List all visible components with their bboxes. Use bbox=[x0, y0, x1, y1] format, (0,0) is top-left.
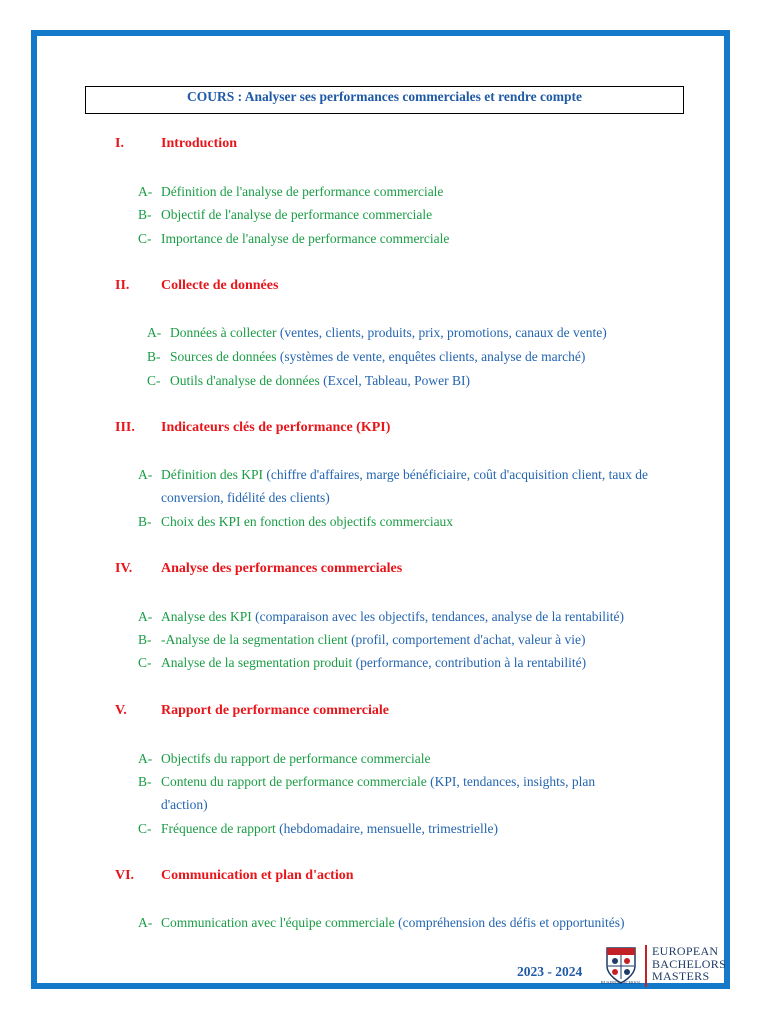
course-title: COURS : Analyser ses performances commerciales et rendre compte bbox=[187, 89, 582, 104]
item-letter: C- bbox=[147, 373, 161, 388]
section-title: Introduction bbox=[161, 136, 237, 151]
item-letter: B- bbox=[138, 632, 152, 647]
item-letter: A- bbox=[138, 184, 153, 199]
item-detail: (chiffre d'affaires, marge bénéficiaire, coût d'acquisition client, taux de bbox=[266, 467, 648, 482]
item-text: Analyse de la segmentation produit bbox=[161, 655, 356, 670]
item-letter: A- bbox=[138, 609, 153, 624]
item-text: Importance de l'analyse de performance commerciale bbox=[161, 231, 450, 246]
academic-year: 2023 - 2024 bbox=[517, 964, 583, 979]
item-detail: (compréhension des défis et opportunités) bbox=[398, 915, 625, 930]
item-letter: B- bbox=[138, 207, 152, 222]
item-letter: B- bbox=[138, 774, 152, 789]
item-detail: (ventes, clients, produits, prix, promotions, canaux de vente) bbox=[279, 325, 607, 340]
school-logo bbox=[597, 943, 729, 989]
list-item-continuation bbox=[161, 486, 330, 509]
item-letter: A- bbox=[147, 325, 162, 340]
item-detail: (systèmes de vente, enquêtes clients, analyse de marché) bbox=[279, 349, 586, 364]
item-text: Outils d'analyse de données bbox=[170, 373, 324, 388]
brand-line: MASTERS bbox=[652, 969, 710, 983]
item-text: Fréquence de rapport bbox=[161, 821, 280, 836]
item-letter: B- bbox=[147, 349, 161, 364]
logo-divider bbox=[645, 945, 647, 987]
section-title: Analyse des performances commerciales bbox=[161, 561, 403, 576]
item-letter: C- bbox=[138, 231, 152, 246]
item-letter: A- bbox=[138, 467, 153, 482]
item-text: Données à collecter bbox=[170, 325, 280, 340]
item-letter: C- bbox=[138, 655, 152, 670]
section-number: VI. bbox=[115, 868, 135, 883]
section-number: III. bbox=[115, 420, 135, 435]
item-text: Objectif de l'analyse de performance commerciale bbox=[161, 207, 433, 222]
item-letter: A- bbox=[138, 915, 153, 930]
list-item-continuation bbox=[161, 793, 208, 816]
section-number: IV. bbox=[115, 561, 133, 576]
section-title: Indicateurs clés de performance (KPI) bbox=[161, 420, 391, 435]
brand-line: BACHELORS bbox=[652, 956, 727, 971]
item-detail: (KPI, tendances, insights, plan bbox=[430, 774, 596, 789]
section-number: II. bbox=[115, 278, 130, 293]
item-letter: A- bbox=[138, 751, 153, 766]
section-number: V. bbox=[115, 703, 127, 718]
item-text: Analyse des KPI bbox=[161, 609, 256, 624]
item-detail: (hebdomadaire, mensuelle, trimestrielle) bbox=[279, 821, 498, 836]
item-text: Définition des KPI bbox=[161, 467, 267, 482]
item-detail: conversion, fidélité des clients) bbox=[161, 490, 330, 505]
item-text: Contenu du rapport de performance commerciale bbox=[161, 774, 431, 789]
item-detail: (Excel, Tableau, Power BI) bbox=[323, 373, 471, 388]
item-text: Objectifs du rapport de performance commerciale bbox=[161, 751, 431, 766]
item-text: Communication avec l'équipe commerciale bbox=[161, 915, 399, 930]
crest-caption: BUSINESS SCHOOL bbox=[600, 980, 642, 985]
section-title: Collecte de données bbox=[161, 278, 279, 293]
item-detail: d'action) bbox=[161, 797, 208, 812]
section-number: I. bbox=[115, 136, 124, 151]
item-detail: (profil, comportement d'achat, valeur à vie) bbox=[351, 632, 586, 647]
item-text: -Analyse de la segmentation client bbox=[161, 632, 352, 647]
section-title: Communication et plan d'action bbox=[161, 868, 354, 883]
item-letter: B- bbox=[138, 514, 152, 529]
item-text: Sources de données bbox=[170, 349, 280, 364]
item-text: Choix des KPI en fonction des objectifs commerciaux bbox=[161, 514, 454, 529]
brand-line: EUROPEAN bbox=[652, 944, 719, 958]
item-letter: C- bbox=[138, 821, 152, 836]
section-title: Rapport de performance commerciale bbox=[161, 703, 389, 718]
item-detail: (comparaison avec les objectifs, tendances, analyse de la rentabilité) bbox=[255, 609, 624, 624]
course-title-box bbox=[85, 86, 684, 114]
item-text: Définition de l'analyse de performance commerciale bbox=[161, 184, 444, 199]
brand-name bbox=[652, 945, 726, 983]
item-detail: (performance, contribution à la rentabilité) bbox=[355, 655, 587, 670]
